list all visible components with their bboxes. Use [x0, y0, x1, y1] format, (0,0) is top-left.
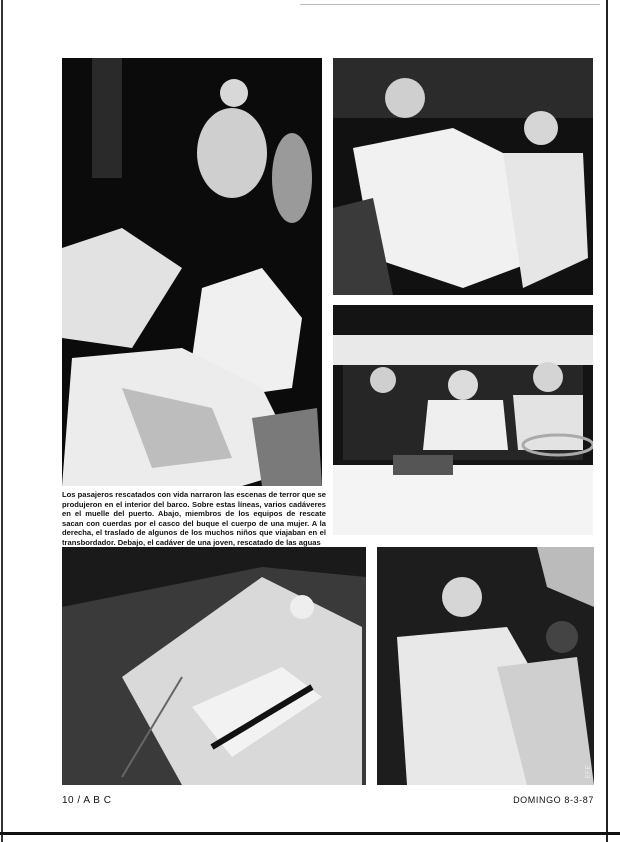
photo-dock-bodies	[62, 58, 322, 486]
issue-date: DOMINGO 8-3-87	[513, 795, 594, 805]
page-edge-right	[606, 0, 608, 842]
photo-rescuer-with-child	[377, 547, 594, 785]
photo-hull-rescue-image	[62, 547, 366, 785]
photo-rescuers-carrying	[333, 58, 593, 295]
top-rule	[300, 4, 600, 5]
page-number: 10 / A B C	[62, 795, 112, 806]
photo-caption: Los pasajeros rescatados con vida narraron las escenas de terror que se produjeron en el interior del barco. Sobre estas líneas, varios cadáveres en el muelle del puerto. Abajo, miembros de los equipos de rescate sacan con cuerdas por el casco del buque el cuerpo de una mujer. A la derecha, el traslado de algunos de los muchos niños que viajaban en el transbordador. Debajo, el cadáver de una joven, rescatado de las aguas	[62, 490, 326, 547]
bottom-rule	[0, 832, 620, 835]
photo-hull-rescue	[62, 547, 366, 785]
photo-credit: Reuter	[64, 458, 71, 480]
photo-children-car-image	[333, 305, 593, 535]
photo-credit: EFE	[585, 765, 592, 779]
photo-rescuers-carrying-image	[333, 58, 593, 295]
photo-rescuer-with-child-image	[377, 547, 594, 785]
page-edge-left	[1, 0, 3, 842]
photo-children-car	[333, 305, 593, 535]
photo-dock-bodies-image	[62, 58, 322, 486]
